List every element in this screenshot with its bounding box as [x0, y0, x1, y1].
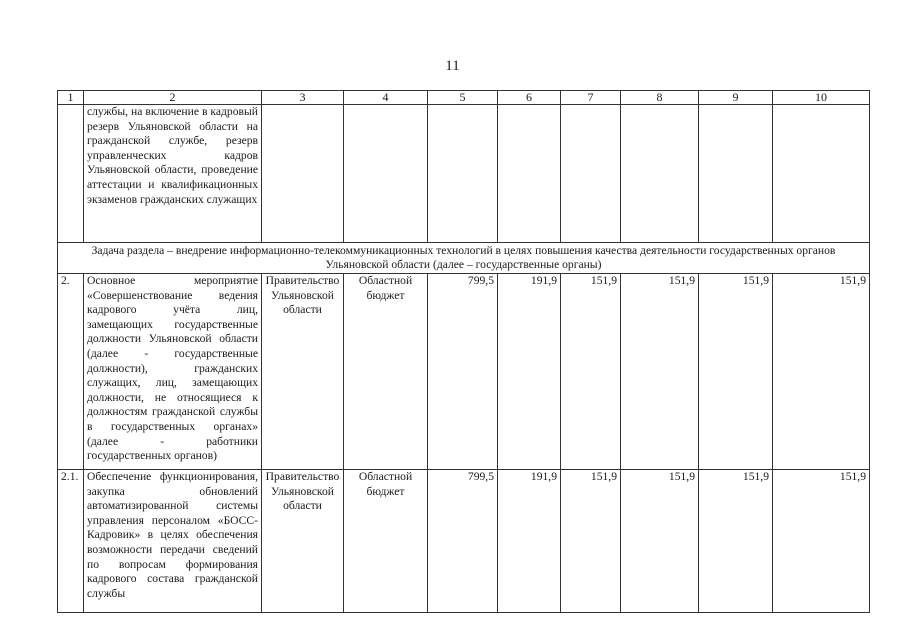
- column-number: 4: [344, 91, 428, 105]
- column-number: 5: [428, 91, 498, 105]
- activity-description: Основное мероприятие «Совершенствование ведения кадрового учёта лиц, замещающих государственные должности Ульяновской области (далее - государственные должности), гражданских служащих, лиц, замещающих должности, не относящиеся к должностям гражданской службы в государственных органах» (далее - работники государственных органов): [84, 274, 262, 470]
- section-task-row: [58, 243, 870, 274]
- row-number: [58, 105, 84, 243]
- empty-cell: [428, 105, 498, 243]
- year-amount: 191,9: [498, 274, 561, 470]
- row-number: 2.: [58, 274, 84, 470]
- year-amount: 151,9: [561, 274, 621, 470]
- year-amount: 151,9: [773, 470, 870, 613]
- empty-cell: [262, 105, 344, 243]
- column-number: 6: [498, 91, 561, 105]
- year-amount: 151,9: [621, 274, 699, 470]
- empty-cell: [773, 105, 870, 243]
- executor: Правительство Ульяновской области: [262, 470, 344, 613]
- table-row: [58, 470, 870, 613]
- column-number: 9: [699, 91, 773, 105]
- column-number: 3: [262, 91, 344, 105]
- empty-cell: [621, 105, 699, 243]
- column-number: 7: [561, 91, 621, 105]
- column-number: 10: [773, 91, 870, 105]
- empty-cell: [561, 105, 621, 243]
- year-amount: 151,9: [699, 274, 773, 470]
- year-amount: 191,9: [498, 470, 561, 613]
- page-number: 11: [445, 58, 460, 74]
- section-task-text: Задача раздела – внедрение информационно-телекоммуникационных технологий в целях повышения качества деятельности государственных органов Ульяновской области (далее – государственные органы): [58, 243, 870, 274]
- funding-source: Областной бюджет: [344, 470, 428, 613]
- executor: Правительство Ульяновской области: [262, 274, 344, 470]
- empty-cell: [498, 105, 561, 243]
- empty-cell: [699, 105, 773, 243]
- year-amount: 151,9: [773, 274, 870, 470]
- year-amount: 151,9: [561, 470, 621, 613]
- total-amount: 799,5: [428, 274, 498, 470]
- activity-description: Обеспечение функционирования, закупка обновлений автоматизированной системы управления персоналом «БОСС-Кадровик» в целях обеспечения возможности передачи сведений по вопросам формирования кадрового состава гражданской службы: [84, 470, 262, 613]
- total-amount: 799,5: [428, 470, 498, 613]
- column-number-row: [58, 91, 870, 105]
- year-amount: 151,9: [621, 470, 699, 613]
- column-number: 2: [84, 91, 262, 105]
- column-number: 1: [58, 91, 84, 105]
- table-row: [58, 274, 870, 470]
- row-number: 2.1.: [58, 470, 84, 613]
- program-table: [57, 90, 870, 613]
- year-amount: 151,9: [699, 470, 773, 613]
- table-row: [58, 105, 870, 243]
- funding-source: Областной бюджет: [344, 274, 428, 470]
- activity-description: службы, на включение в кадровый резерв Ульяновской области на гражданской службе, резерв управленческих кадров Ульяновской области, проведение аттестации и квалификационных экзаменов гражданских служащих: [84, 105, 262, 243]
- column-number: 8: [621, 91, 699, 105]
- empty-cell: [344, 105, 428, 243]
